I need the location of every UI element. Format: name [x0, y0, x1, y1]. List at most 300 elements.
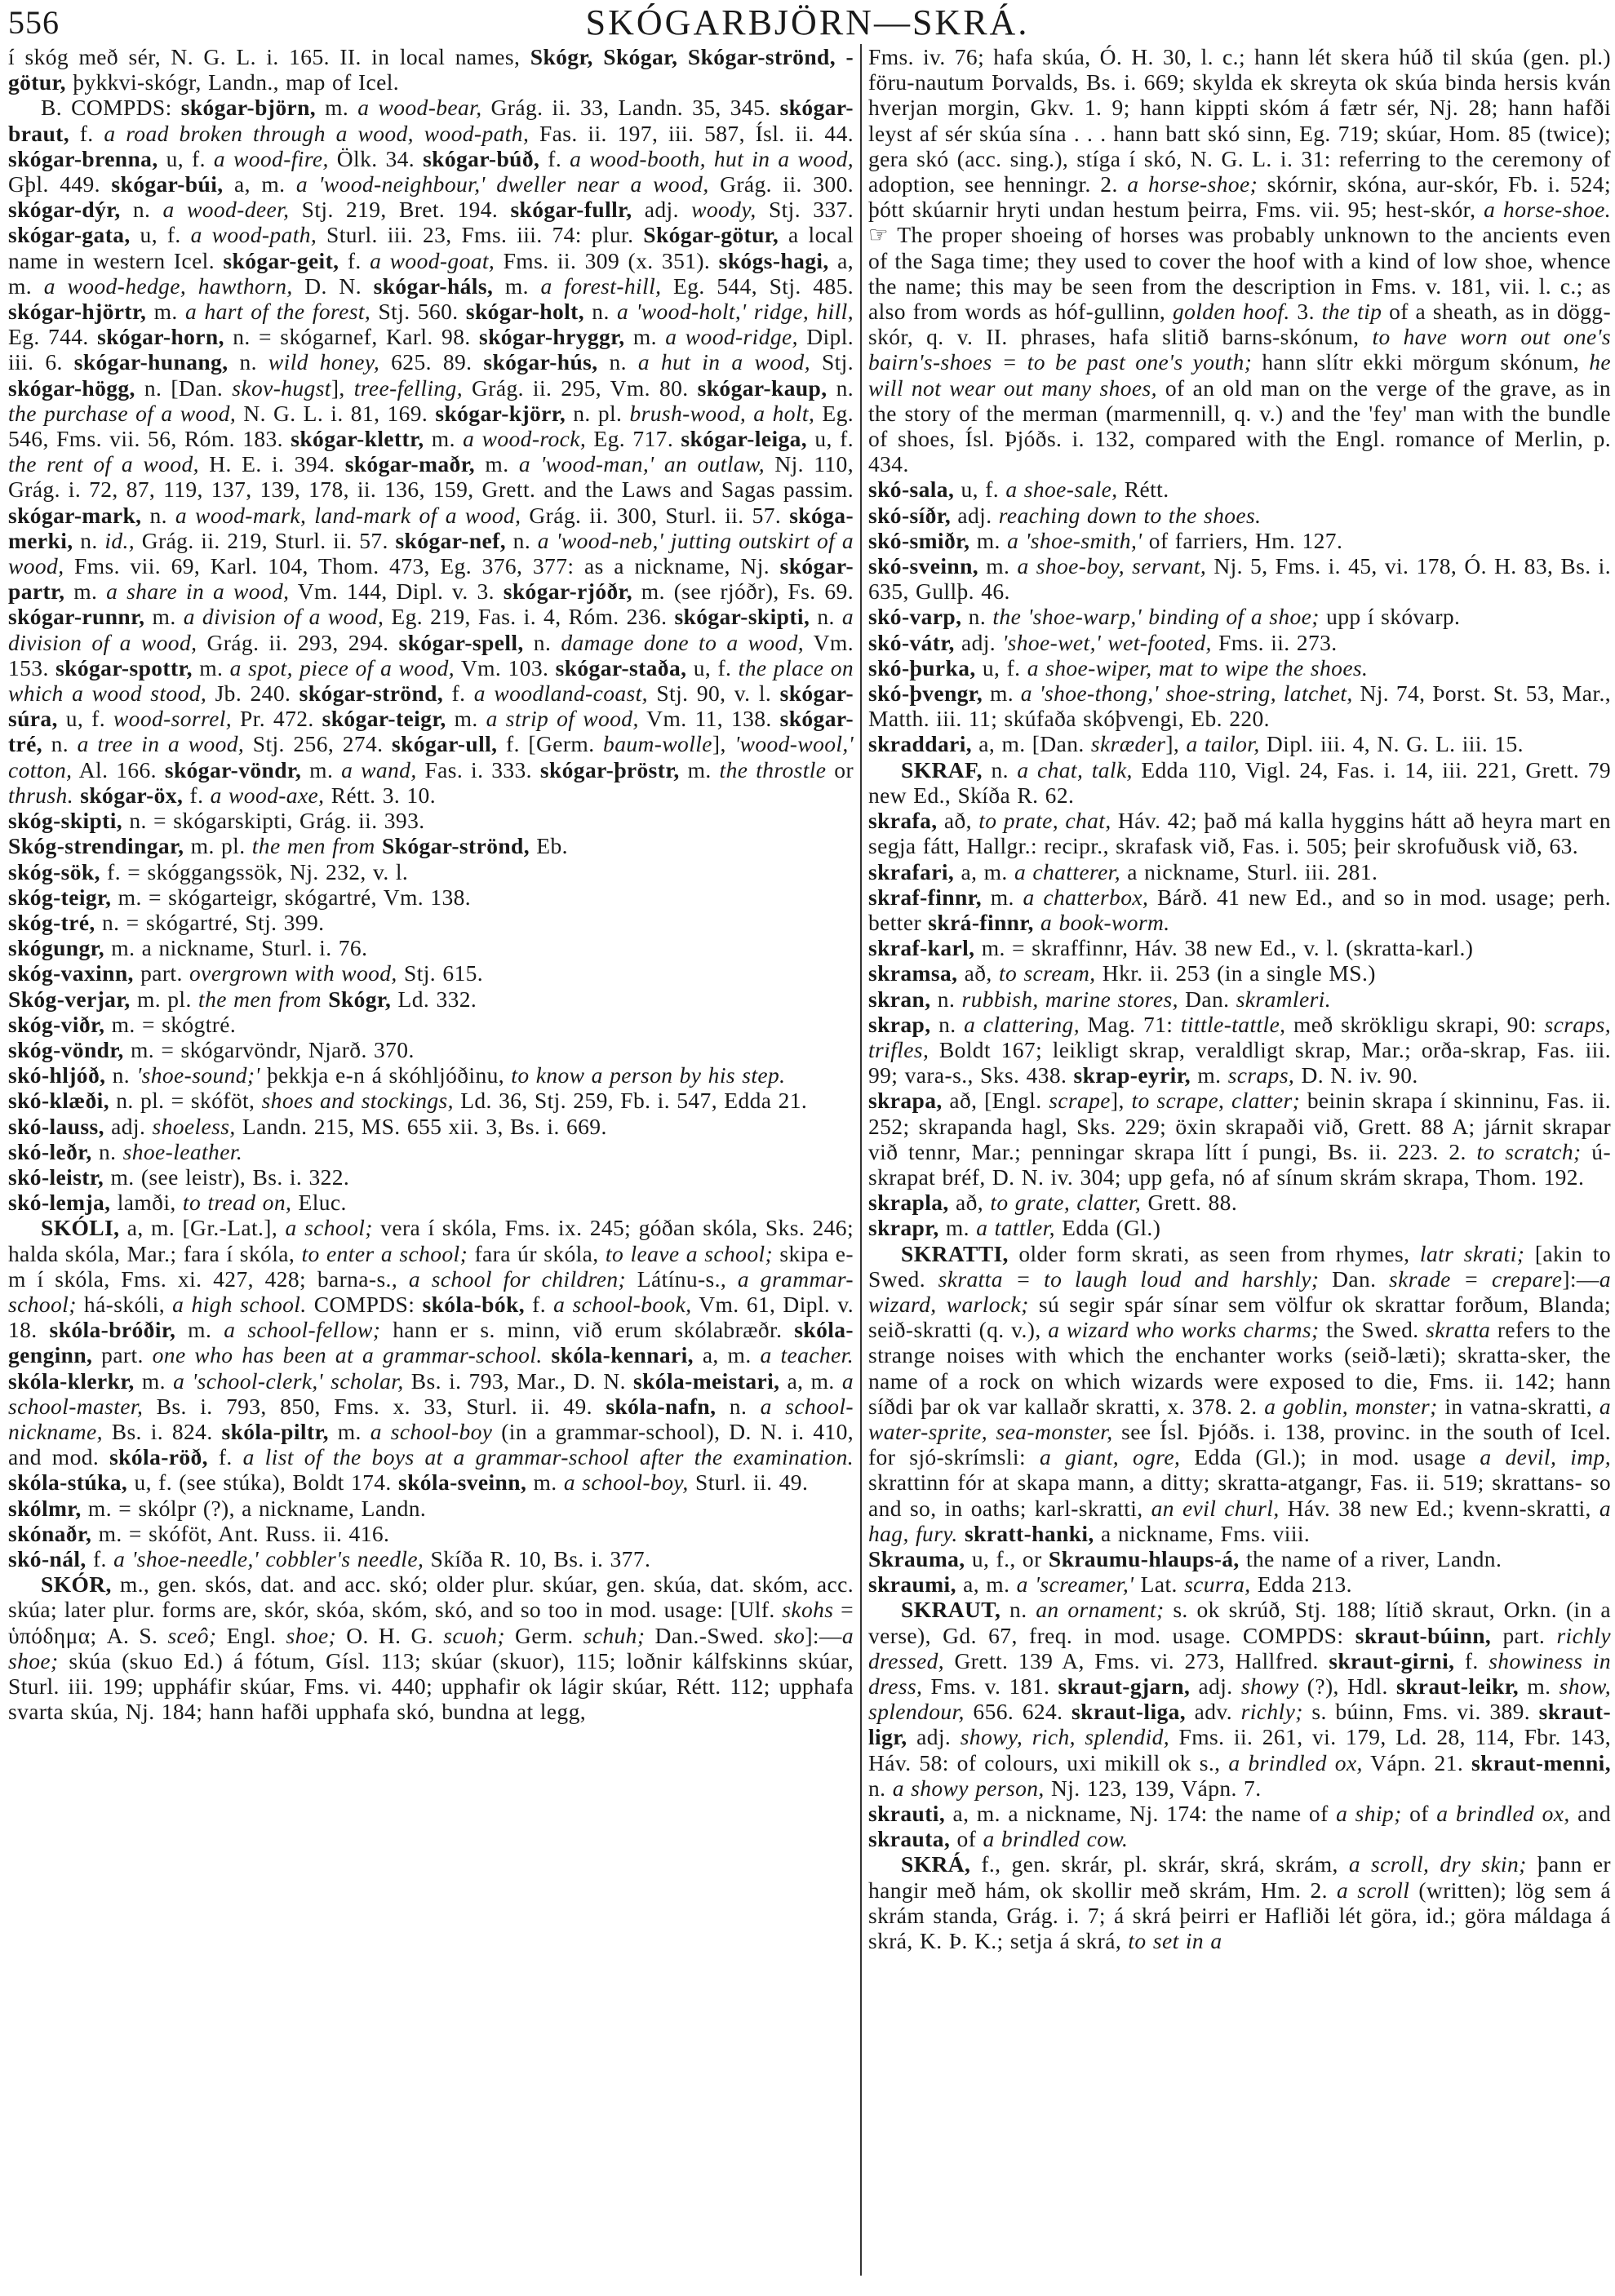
dictionary-entry: [868, 960, 1611, 986]
entry-text: f. [Germ.: [497, 731, 604, 757]
entry-text: n.: [523, 629, 561, 655]
gloss: richly;: [1240, 1699, 1303, 1725]
entry-text: skúa (skuo Ed.) á fótum, Gísl. 113; skúar (skuor), 115; loðnir kálfskinns skúar, Sturl. iii. 199; uppháfir skúar, Fms. vi. 440; upphafir ok lágir skúar, Rétt. 112; upphafa svarta skúa, Nj. 184; hann hafði upphafa skó, bundna at legg,: [8, 1647, 854, 1725]
headword: skógar-hunang,: [73, 349, 228, 375]
entry-text: m. pl.: [130, 986, 199, 1012]
entry-text: að,: [948, 1190, 991, 1216]
gloss: shoe;: [286, 1622, 337, 1648]
entry-text: Germ.: [504, 1622, 583, 1648]
entry-text: m.: [978, 553, 1018, 579]
entry-text: Stj. 615.: [397, 960, 484, 986]
headword: skó-lemja,: [8, 1190, 111, 1216]
entry-text: Fas. ii. 197, iii. 587, Ísl. ii. 44.: [529, 120, 854, 146]
dictionary-entry: [8, 1062, 854, 1088]
gloss: a list of the boys at a grammar-school after the examination.: [242, 1444, 854, 1470]
entry-text: Bárð. 41 new Ed., and so in mod. usage; perh. better: [868, 884, 1611, 935]
entry-text: Stj. 560.: [370, 299, 466, 325]
entry-text: (written); lög sem á skrám standa, Grág. i. 7; á skrá þeirri er Hafliði lét göra, id.; göra máldaga á skrá, K. Þ. K.; setja á skrá,: [868, 1877, 1611, 1954]
headword: skógs-hagi,: [718, 247, 829, 273]
gloss: skratta: [1426, 1317, 1491, 1343]
entry-text: m.: [301, 756, 342, 782]
entry-text: m. pl.: [184, 833, 252, 859]
headword: skógar-kaup,: [697, 375, 827, 401]
entry-text: u, f.: [57, 706, 113, 732]
gloss: a teacher.: [760, 1342, 854, 1368]
gloss: a school;: [285, 1215, 373, 1241]
gloss: a horse-shoe.: [1484, 197, 1611, 223]
dictionary-entry: [8, 1190, 854, 1215]
headword: skó-varp,: [868, 604, 962, 630]
headword: Skógr,: [328, 986, 392, 1012]
gloss: a 'wood-holt,' ridge, hill,: [617, 299, 854, 325]
entry-text: há-skóli,: [76, 1291, 173, 1317]
entry-text: refers to the strange noises with which the enchanter works (seið-læti); skratta-sker, the name of a rock on which wizards were exposed to die, Fms. ii. 142; hann síðdi þar ok var kallaðr skratti, x. 378. 2.: [868, 1317, 1611, 1419]
entry-text: Fms. ii. 273.: [1211, 629, 1338, 655]
gloss: to scratch;: [1476, 1138, 1582, 1164]
headword: skógar-runnr,: [8, 604, 145, 630]
gloss: to set in a: [1128, 1928, 1222, 1954]
entry-text: f., gen. skrár, pl. skrár, skrá, skrám,: [970, 1851, 1349, 1877]
gloss: the tip: [1321, 299, 1382, 325]
entry-text: Ld. 36, Stj. 259, Fb. i. 547, Edda 21.: [453, 1088, 808, 1114]
entry-text: Fms. v. 181.: [922, 1673, 1058, 1699]
gloss: one who has been at a grammar-school.: [152, 1342, 543, 1368]
gloss: a scroll, dry skin;: [1348, 1851, 1527, 1877]
headword: skógar-leiga,: [681, 426, 808, 452]
headword: skraut-búinn,: [1355, 1622, 1492, 1648]
entry-text: Pr. 472.: [232, 706, 322, 732]
entry-text: n.: [961, 604, 993, 630]
entry-text: m.: [328, 1418, 370, 1444]
entry-text: a, m.: [8, 247, 854, 299]
gloss: 'wood-wool,' cotton,: [8, 731, 854, 782]
entry-text: (in a grammar-school), D. N. i. 410, and mod.: [8, 1418, 854, 1470]
headword: skóg-teigr,: [8, 884, 112, 910]
entry-text: Fms. ii. 309 (x. 351).: [495, 247, 719, 273]
dictionary-entry: [868, 935, 1611, 960]
headword: skóla-nafn,: [606, 1393, 717, 1419]
entry-text: Eg. 219, Fas. i. 4, Róm. 236.: [384, 604, 675, 630]
dictionary-entry: [868, 1088, 1611, 1190]
entry-text: Nj. 123, 139, Vápn. 7.: [1044, 1775, 1262, 1801]
gloss: a wood-axe,: [210, 782, 325, 808]
headword: skógar-klettr,: [291, 426, 424, 452]
entry-text: a, m. [Dan.: [972, 731, 1091, 757]
headword: skógar-björn,: [180, 95, 317, 121]
headword: skógar-fullr,: [510, 197, 632, 223]
entry-text: Stj. 219, Bret. 194.: [289, 197, 511, 223]
gloss: a clattering,: [964, 1011, 1080, 1037]
entry-text: a, m.: [779, 1367, 842, 1394]
entry-text: f.: [443, 680, 474, 707]
entry-text: m.: [679, 756, 720, 782]
dictionary-entry: [868, 476, 1611, 502]
headword: Skóg-verjar,: [8, 986, 131, 1012]
headword: skógar-kjörr,: [435, 400, 566, 426]
gloss: wood-sorrel,: [113, 706, 233, 732]
headword: SKÓR,: [41, 1571, 112, 1598]
entry-text: Dipl. iii. 6.: [8, 324, 854, 375]
dictionary-entry: [8, 859, 854, 884]
gloss: a school-master,: [8, 1367, 854, 1419]
entry-text: u, f., or: [965, 1545, 1049, 1571]
entry-text: a, m.: [956, 1571, 1017, 1598]
entry-text: Dan.: [1319, 1265, 1390, 1292]
gloss: a shoe;: [8, 1622, 854, 1673]
gloss: a wand,: [341, 756, 417, 782]
entry-text: vera í skóla, Fms. ix. 245; góðan skóla, Sks. 246; halda skóla, Mar.; fara í skóla,: [8, 1215, 854, 1266]
entry-text: ☞ The proper shoeing of horses was probably unknown to the ancients even of the Saga time; they used to cover the hoof with a kind of low shoe, whence the name; this may be seen from the description in Fms. v. 181, vii. l. c.; as also from words as hóf-gullinn,: [868, 222, 1611, 325]
entry-text: and: [1569, 1801, 1611, 1827]
dictionary-entry: [868, 44, 1611, 476]
entry-text: of an old man on the verge of the grave, as in the story of the merman (marmennill, q. v.) and the 'fey' man with the bundle of shoes, Ísl. Þjóðs. i. 132, compared with the Engl. romance of Merlin, p. 434.: [868, 375, 1611, 477]
dictionary-entry: [8, 986, 854, 1012]
entry-text: Grett. 139 A, Fms. vi. 273, Hallfred.: [944, 1647, 1329, 1673]
gloss: a strip of wood,: [486, 706, 639, 732]
headword: skógar-vöndr,: [164, 756, 302, 782]
gloss: a forest-hill,: [540, 273, 662, 299]
gloss: the men from: [198, 986, 322, 1012]
entry-text: n.: [120, 197, 163, 223]
entry-text: Sturl. iii. 23, Fms. iii. 74: plur.: [317, 222, 644, 248]
dictionary-entry: [8, 960, 854, 986]
headword: skraut-girni,: [1329, 1647, 1455, 1673]
headword: skónaðr,: [8, 1520, 92, 1546]
gloss: a showy person,: [892, 1775, 1045, 1801]
entry-text: Bs. i. 824.: [102, 1418, 222, 1444]
headword: SKRATTI,: [901, 1240, 1009, 1266]
gloss: a school-fellow;: [224, 1317, 381, 1343]
entry-text: H. E. i. 394.: [198, 451, 345, 477]
gloss: to leave a school;: [605, 1240, 774, 1266]
entry-text: með skrökligu skrapi, 90:: [1285, 1011, 1545, 1037]
headword: skógar-högg,: [8, 375, 135, 401]
entry-text: m.: [969, 527, 1008, 553]
gloss: a wood-path,: [190, 222, 317, 248]
gloss: an ornament;: [1036, 1597, 1165, 1623]
headword: skógar-skipti,: [674, 604, 810, 630]
gloss: a wizard who works charms;: [1048, 1317, 1320, 1343]
entry-text: adj.: [951, 502, 999, 528]
gloss: skrade = crepare: [1389, 1265, 1563, 1292]
gloss: scuoh;: [443, 1622, 505, 1648]
gloss: a scroll: [1337, 1877, 1410, 1903]
dictionary-entry: [868, 528, 1611, 553]
entry-text: a, m.: [693, 1342, 761, 1368]
headword: skógar-tré,: [8, 706, 854, 757]
entry-text: n.: [1001, 1597, 1036, 1623]
entry-text: [akin to Swed.: [868, 1240, 1611, 1292]
headword: skóla-meistari,: [633, 1367, 780, 1394]
entry-text: part.: [92, 1342, 153, 1368]
entry-text: Eb.: [530, 833, 568, 859]
entry-text: m.: [446, 706, 486, 732]
entry-text: n.: [930, 1011, 965, 1037]
dictionary-entry: [868, 1851, 1611, 1953]
gloss: a tree in a wood,: [77, 731, 245, 757]
entry-text: n.: [827, 375, 854, 401]
headword: skraddari,: [868, 731, 973, 757]
entry-text: ],: [1110, 1088, 1132, 1114]
entry-text: [1034, 910, 1040, 935]
entry-text: part.: [133, 960, 189, 986]
entry-text: m. = skógarteigr, skógartré, Vm. 138.: [111, 884, 472, 910]
dictionary-entry: [8, 1496, 854, 1521]
gloss: a wood-goat,: [370, 247, 495, 273]
headword: skógar-búð,: [423, 145, 540, 171]
dictionary-entry: [868, 655, 1611, 680]
headword: skólmr,: [8, 1495, 82, 1521]
gloss: skohs: [782, 1597, 834, 1623]
headword: skramsa,: [868, 960, 958, 986]
dictionary-entry: [868, 731, 1611, 756]
headword: skógar-nef,: [395, 527, 506, 553]
entry-text: m.: [983, 680, 1021, 707]
gloss: a division of a wood,: [8, 604, 854, 655]
column-divider: [860, 44, 862, 2276]
entry-text: n.: [810, 604, 842, 630]
entry-text: f.: [539, 145, 570, 171]
entry-text: Dipl. iii. 4, N. G. L. iii. 15.: [1259, 731, 1524, 757]
entry-text: Grág. ii. 33, Landn. 35, 345.: [481, 95, 780, 121]
page-number: 556: [8, 4, 60, 41]
headword: skóla-röð,: [109, 1444, 208, 1470]
entry-text: m.: [982, 884, 1023, 910]
dictionary-entry: [8, 1546, 854, 1571]
entry-text: skrattinn fór at skapa mann, a ditty; skratta-atgangr, Fas. ii. 519; skrattans- so and so, in oaths; karl-skratti,: [868, 1469, 1611, 1521]
headword: skóg-vaxinn,: [8, 960, 134, 986]
gloss: tree-felling,: [353, 375, 463, 401]
gloss: wild honey,: [268, 349, 380, 375]
entry-text: n.: [141, 502, 175, 528]
gloss: a 'wood-man,' an outlaw,: [518, 451, 765, 477]
entry-text: Háv. 42; það má kalla hyggins hátt að heyra mart en segja fátt, Hallgr.: recipr., skrafask við, Fas. i. 505; þeir skrofuðusk við, 63.: [868, 808, 1611, 859]
gloss: sceô;: [167, 1622, 217, 1648]
entry-text: the Swed.: [1319, 1317, 1426, 1343]
headword: skó-smiðr,: [868, 527, 970, 553]
entry-text: Rétt.: [1117, 476, 1169, 503]
entry-text: Ölk. 34.: [328, 145, 424, 171]
headword: Skógr, Skógar, Skógar-strönd, -götur,: [8, 44, 854, 95]
gloss: a grammar-school;: [8, 1265, 854, 1317]
headword: skógar-háls,: [373, 273, 494, 299]
dictionary-entry: [868, 986, 1611, 1012]
entry-text: u, f.: [158, 145, 214, 171]
gloss: a wood-deer,: [162, 197, 290, 223]
entry-text: Bs. i. 793, 850, Fms. x. 33, Sturl. ii. 49.: [143, 1393, 606, 1419]
entry-text: u, f.: [686, 654, 739, 680]
gloss: a wizard, warlock;: [868, 1265, 1611, 1317]
headword: Skógar-strönd,: [381, 833, 530, 859]
entry-text: a, m. a nickname, Nj. 174: the name of: [945, 1801, 1337, 1827]
headword: skógar-hryggr,: [479, 324, 625, 350]
dictionary-entry: [8, 1012, 854, 1037]
gloss: to know a person by his step.: [511, 1062, 786, 1088]
entry-text: n. pl. = skóföt,: [109, 1088, 262, 1114]
entry-text: m. a nickname, Sturl. i. 76.: [104, 935, 368, 961]
gloss: to prate, chat,: [978, 808, 1111, 834]
headword: skraut-liga,: [1071, 1699, 1187, 1725]
headword: skrauti,: [868, 1801, 946, 1827]
entry-text: Gþl. 449.: [8, 171, 112, 197]
gloss: a wood-ridge,: [665, 324, 798, 350]
headword: skóla-bróðir,: [49, 1317, 176, 1343]
entry-text: m.: [146, 299, 186, 325]
headword: SKRAUT,: [901, 1597, 1001, 1623]
gloss: a woodland-coast,: [473, 680, 648, 707]
entry-text: n.: [982, 756, 1018, 782]
entry-text: m.: [316, 95, 358, 121]
entry-text: Vm. 144, Dipl. v. 3.: [289, 578, 504, 605]
dictionary-entry: [8, 1521, 854, 1546]
dictionary-entry: [868, 680, 1611, 731]
gloss: a chatterbox,: [1023, 884, 1149, 910]
dictionary-entry: [8, 44, 854, 95]
entry-text: n.: [597, 349, 638, 375]
gloss: a giant, ogre,: [1040, 1444, 1181, 1470]
dictionary-entry: [8, 1037, 854, 1062]
headword: skó-síðr,: [868, 502, 952, 528]
entry-text: B. COMPDS:: [41, 95, 181, 121]
entry-text: f.: [524, 1291, 554, 1317]
entry-text: u, f. (see stúka), Boldt 174.: [127, 1469, 398, 1496]
entry-text: Fas. i. 333.: [416, 756, 540, 782]
entry-text: ]:—: [805, 1622, 842, 1648]
headword: skó-leðr,: [8, 1138, 92, 1164]
gloss: a high school.: [172, 1291, 307, 1317]
gloss: a school-boy,: [563, 1469, 689, 1496]
entry-text: a local name in western Icel.: [8, 222, 854, 273]
headword: skógar-brenna,: [8, 145, 158, 171]
entry-text: Engl.: [216, 1622, 286, 1648]
dictionary-entry: [8, 1164, 854, 1190]
gloss: a 'wood-neighbour,' dweller near a wood,: [295, 171, 709, 197]
entry-text: 656. 624.: [964, 1699, 1072, 1725]
headword: skó-vátr,: [868, 629, 955, 655]
gloss: skramleri.: [1236, 986, 1331, 1012]
entry-text: Grág. ii. 293, 294.: [197, 629, 399, 655]
entry-text: adj.: [1190, 1673, 1241, 1699]
entry-text: n.: [228, 349, 268, 375]
headword: skógar-dýr,: [8, 197, 121, 223]
entry-text: Sturl. ii. 49.: [688, 1469, 809, 1496]
entry-text: Fms. ii. 261, vi. 179, Ld. 28, 114, Fbr. 143, Háv. 58: of colours, uxi mikill ok s.,: [868, 1724, 1611, 1775]
entry-text: Eluc.: [291, 1190, 347, 1216]
headword: Skógar-götur,: [643, 222, 779, 248]
entry-text: m.: [134, 1367, 174, 1394]
gloss: a chatterer,: [1014, 858, 1121, 884]
entry-text: m.: [624, 324, 666, 350]
gloss: a tailor,: [1186, 731, 1260, 757]
gloss: golden hoof.: [1172, 299, 1290, 325]
entry-text: n. [Dan.: [135, 375, 233, 401]
headword: skó-leistr,: [8, 1164, 104, 1190]
entry-text: Dan.: [1178, 986, 1236, 1012]
gloss: a hut in a wood,: [637, 349, 810, 375]
entry-text: a nickname, Fms. viii.: [1094, 1520, 1311, 1546]
gloss: a shoe-sale,: [1005, 476, 1118, 503]
gloss: to grate, clatter,: [990, 1190, 1142, 1216]
headword: skrauta,: [868, 1826, 951, 1852]
dictionary-entry: [868, 1571, 1611, 1597]
gloss: baum-wolle: [603, 731, 712, 757]
entry-text: f. = skóggangssök, Nj. 232, v. l.: [100, 858, 409, 884]
entry-text: Eg. 544, Stj. 485.: [661, 273, 854, 299]
entry-text: m., gen. skós, dat. and acc. skó; older plur. skúar, gen. skúa, dat. skóm, acc. skúa; later plur. forms are, skór, skóa, skóm, skó, and so too in mod. usage: [Ulf.: [8, 1571, 854, 1623]
entry-text: Stj. 337.: [756, 197, 854, 223]
gloss: a school-nickname,: [8, 1393, 854, 1444]
headword: skógar-staða,: [555, 654, 687, 680]
entry-text: f.: [1454, 1647, 1489, 1673]
dictionary-entry: [8, 808, 854, 833]
gloss: shoes and stockings,: [261, 1088, 454, 1114]
entry-text: Grág. ii. 295, Vm. 80.: [462, 375, 698, 401]
entry-text: m. = skógtré.: [104, 1011, 237, 1037]
headword: skraut-gjarn,: [1058, 1673, 1191, 1699]
gloss: a shoe-boy, servant,: [1017, 553, 1207, 579]
headword: skógar-partr,: [8, 553, 854, 605]
gloss: brush-wood, a holt,: [629, 400, 815, 426]
entry-text: Ld. 332.: [391, 986, 477, 1012]
entry-text: [322, 986, 328, 1012]
headword: skógar-maðr,: [344, 451, 476, 477]
headword: skó-klæði,: [8, 1088, 109, 1114]
gloss: he will not wear out many shoes,: [868, 349, 1611, 401]
headword: skrafa,: [868, 808, 938, 834]
entry-text: að,: [957, 960, 999, 986]
gloss: a 'wood-neb,' jutting outskirt of a wood,: [8, 527, 854, 579]
gloss: overgrown with wood,: [189, 960, 397, 986]
gloss: a 'shoe-smith,': [1007, 527, 1142, 553]
headword: skógar-öx,: [80, 782, 184, 808]
entry-text: Látínu-s.,: [626, 1265, 738, 1292]
dictionary-entry: [868, 1215, 1611, 1240]
entry-text: in vatna-skratti,: [1437, 1393, 1599, 1419]
left-column: [8, 44, 854, 2288]
entry-text: (?), Hdl.: [1298, 1673, 1396, 1699]
entry-text: n. = skógartré, Stj. 399.: [95, 909, 325, 935]
entry-text: skórnir, skóna, aur-skór, Fb. i. 524; þótt skúarnir hryti undan hestum þeirra, Fms. vii. 95; hest-skór,: [868, 171, 1611, 223]
entry-text: n.: [716, 1393, 761, 1419]
gloss: a hag, fury.: [868, 1495, 1611, 1546]
headword: skóg-viðr,: [8, 1011, 105, 1037]
entry-text: Edda (Gl.); in mod. usage: [1180, 1444, 1480, 1470]
entry-text: 625. 89.: [379, 349, 484, 375]
gloss: a book-worm.: [1040, 909, 1170, 935]
entry-text: Rétt. 3. 10.: [324, 782, 436, 808]
dictionary-entry: [868, 1241, 1611, 1546]
gloss: woody,: [691, 197, 756, 223]
entry-text: m.: [526, 1469, 564, 1496]
gloss: a wood-fire,: [213, 145, 329, 171]
gloss: a devil, imp,: [1480, 1444, 1611, 1470]
headword: skóla-bók,: [422, 1291, 525, 1317]
gloss: scraps,: [1227, 1062, 1295, 1088]
entry-text: Vm. 103.: [455, 654, 556, 680]
gloss: showy, rich, splendid,: [960, 1724, 1170, 1750]
gloss: the place on which a wood stood,: [8, 654, 854, 707]
headword: skrá-finnr,: [928, 909, 1034, 935]
entry-text: a, m.: [223, 171, 296, 197]
entry-text: a, m. [Gr.-Lat.],: [119, 1215, 286, 1241]
gloss: to tread on,: [182, 1190, 292, 1216]
dictionary-entry: [8, 1114, 854, 1139]
gloss: a school-book,: [553, 1291, 692, 1317]
entry-text: n. pl.: [566, 400, 630, 426]
entry-text: n.: [583, 299, 618, 325]
gloss: shoe-leather.: [122, 1138, 243, 1164]
entry-text: Lat.: [1134, 1571, 1185, 1598]
